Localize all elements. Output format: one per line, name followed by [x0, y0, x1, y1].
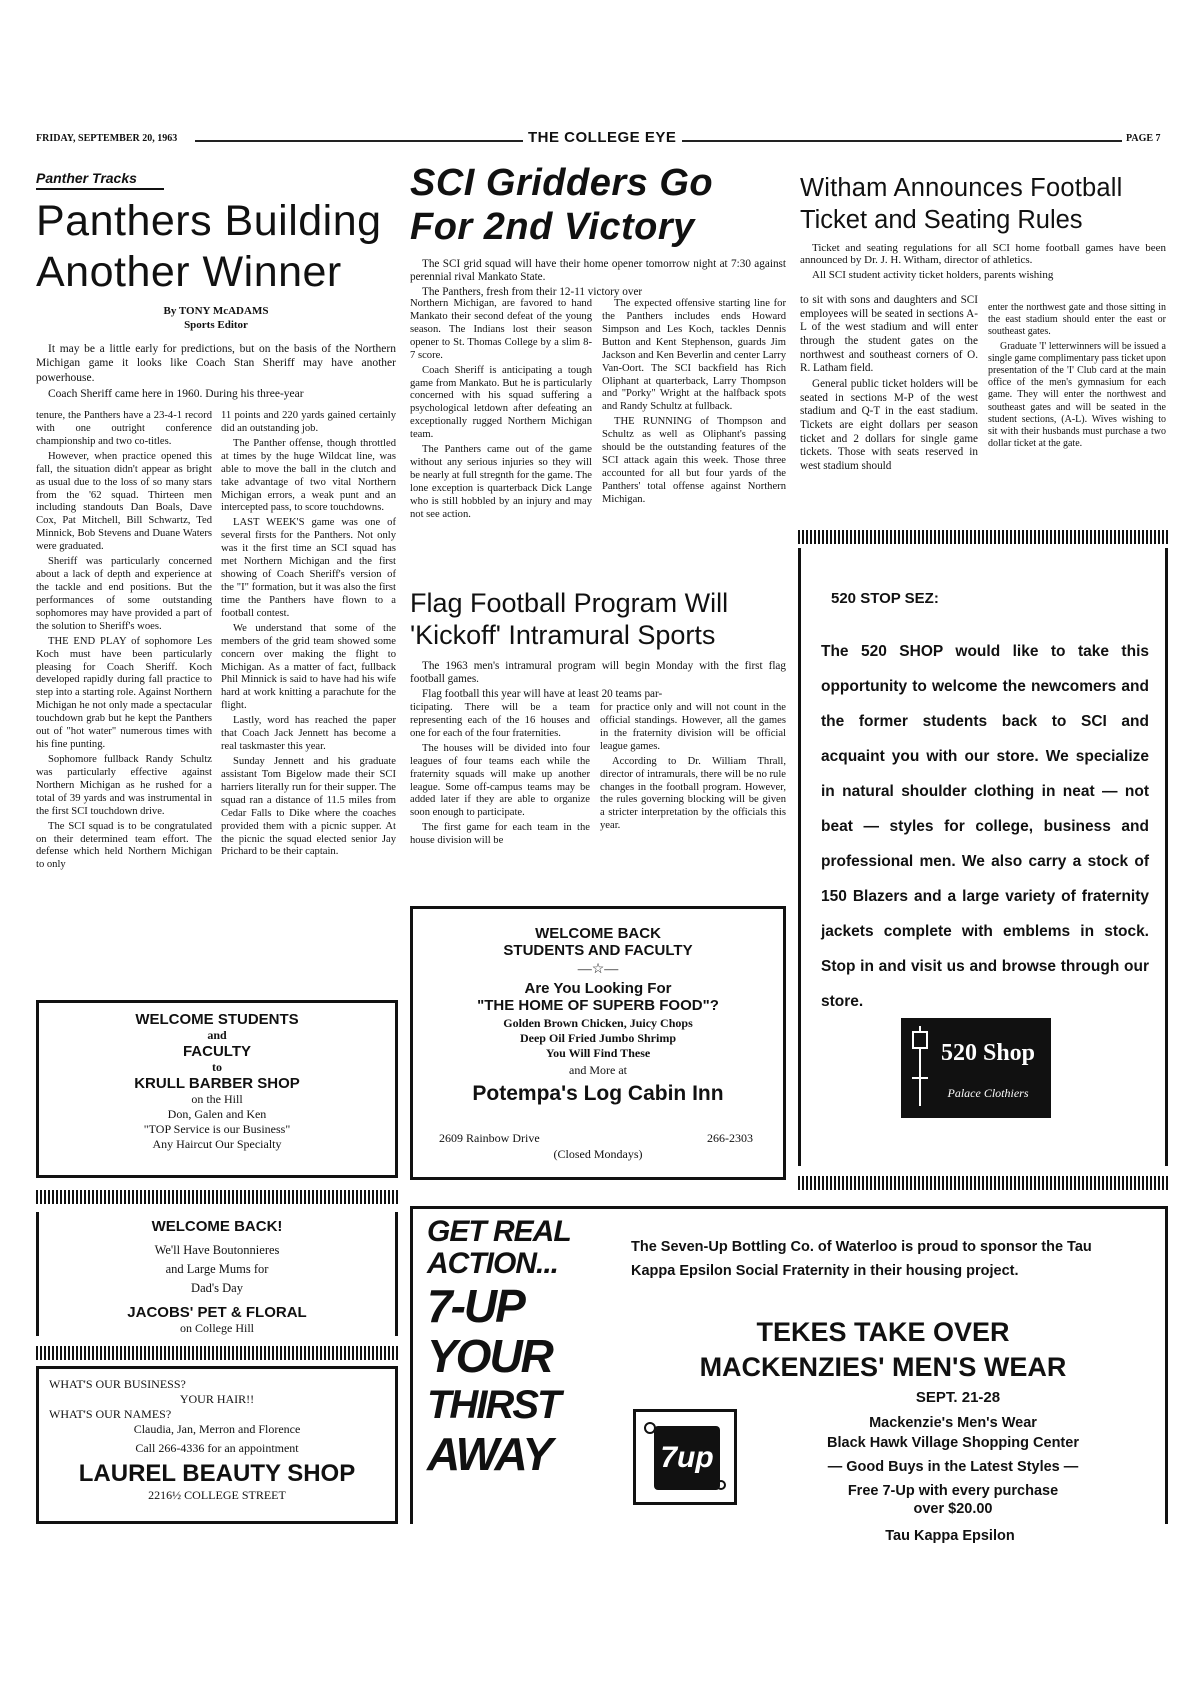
- slogan-line: YOUR: [427, 1330, 552, 1382]
- star-icon: —☆—: [577, 962, 619, 977]
- col3-lead-p2: All SCI student activity ticket holders, parents wishing: [812, 268, 1054, 281]
- masthead-page: PAGE 7: [1126, 133, 1161, 144]
- masthead-rule-right: [682, 140, 1122, 142]
- ad-jacobs-floral: [36, 1212, 398, 1336]
- laurel-question: WHAT'S OUR BUSINESS?: [49, 1377, 186, 1391]
- col1-left-text: [36, 410, 212, 874]
- laurel-names: Claudia, Jan, Merron and Florence: [133, 1422, 301, 1436]
- 7up-logo-text: 7up: [654, 1426, 720, 1490]
- paragraph: THE RUNNING of Thompson and Schultz as well as Oliphant's passing should be the outstanding features of the SCI attack again this week. Those three accounted for all but four yards of the Panthers' total offense against Northern Michigan.: [602, 416, 786, 505]
- col2-lead-p2: The Panthers, fresh from their 12-11 victory over: [422, 285, 643, 298]
- col3-lead: [800, 242, 1166, 283]
- kicker: Panther Tracks: [36, 170, 164, 190]
- krull-staff: Don, Galen and Ken: [167, 1107, 267, 1121]
- paragraph: Sunday Jennett and his graduate assistant Tom Bigelow made their SCI harriers literally run for their supper. The squad ran a distance of 11.5 miles from Cedar Falls to Dike where the coaches provided them with a picnic supper. At the picnic the squad elected senior Jay Prichard to be their captain.: [221, 755, 396, 858]
- 7up-center: Black Hawk Village Shopping Center: [827, 1435, 1079, 1451]
- 7up-buys: — Good Buys in the Latest Styles —: [827, 1459, 1079, 1475]
- slogan-line: 7-UP: [427, 1280, 524, 1332]
- 7up-headline-2: MACKENZIES' MEN'S WEAR: [699, 1352, 1067, 1382]
- flag-lead: [410, 660, 786, 703]
- potempa-phone: 266-2303: [707, 1131, 753, 1145]
- 7up-logo: [633, 1409, 737, 1505]
- krull-and: and: [207, 1028, 227, 1042]
- paragraph: Sheriff was particularly concerned about a lack of depth and experience at the tackle and end positions. But the performances of some outstanding sophomores may have provided a part of the solution to Sheriff's woes.: [36, 556, 212, 632]
- paragraph: for practice only and will not count in the official standings. However, all the games in the fraternity division will be official league games.: [600, 702, 786, 752]
- headline-gridders-2: For 2nd Victory: [410, 206, 695, 248]
- ad-laurel-beauty: [36, 1366, 398, 1524]
- paragraph: Northern Michigan, are favored to hand Mankato their second defeat of the young season. The Indians lost their season opener to St. Thomas College by a slim 8-7 score.: [410, 298, 592, 361]
- ad-520-shop: [798, 548, 1168, 1166]
- flag-right-text: [600, 702, 786, 835]
- potempa-address: 2609 Rainbow Drive: [439, 1131, 540, 1145]
- potempa-home: "THE HOME OF SUPERB FOOD"?: [477, 997, 719, 1014]
- potempa-closed: (Closed Mondays): [553, 1147, 643, 1161]
- ad-520-text: The 520 SHOP would like to take this opportunity to welcome the newcomers and the former students back to SCI and acquaint you with our store. We specialize in natural shoulder clothing in neat — not beat — styles for college, business and professional men. We also carry a stock of 150 Blazers and a large variety of fraternity jackets complete with emblems in stock. Stop in and visit us and browse through our store.: [821, 643, 1149, 1010]
- 7up-free: Free 7-Up with every purchase: [847, 1483, 1059, 1499]
- potempa-question: Are You Looking For: [524, 980, 672, 997]
- paragraph: ticipating. There will be a team representing each of the 16 houses and one for each of the four fraternities.: [410, 702, 590, 739]
- paragraph: The SCI squad is to be congratulated on their determined team effort. The defense which held Northern Michigan to only: [36, 820, 212, 871]
- lamp-icon: [909, 1026, 931, 1110]
- col1-lead-p1: It may be a little early for predictions, but on the basis of the Northern Michigan game it looks like Coach Stan Sheriff may have another powerhouse.: [36, 343, 396, 384]
- jacobs-location: on College Hill: [180, 1321, 254, 1335]
- col2-lead: [410, 258, 786, 301]
- paragraph: Lastly, word has reached the paper that Coach Jack Jennett has become a real taskmaster this year.: [221, 715, 396, 753]
- paragraph: General public ticket holders will be seated in sections M-P of the west stadium and Q-T in the east stadium. Tickets are eight dollars per season ticket and 2 dollars for single game tickets. Those with seats reserved in west stadium should: [800, 377, 978, 472]
- ad-520-logo-sub: Palace Clothiers: [947, 1086, 1029, 1100]
- masthead-rule-left: [195, 140, 523, 142]
- masthead-date: FRIDAY, SEPTEMBER 20, 1963: [36, 133, 178, 144]
- divider-stripe: [798, 530, 1168, 544]
- potempa-name: Potempa's Log Cabin Inn: [472, 1082, 724, 1105]
- divider-stripe: [36, 1346, 398, 1360]
- ad-potempa-log-cabin: [410, 906, 786, 1180]
- krull-to: to: [212, 1060, 222, 1074]
- paragraph: LAST WEEK'S game was one of several firsts for the Panthers. Not only was it the first time an SCI squad has met Northern Michigan and the first showing of Coach Sheriff's version of the "I" formation, but it was also the first time the Panthers have flown to a football contest.: [221, 517, 396, 619]
- headline-witham-1: Witham Announces Football: [800, 174, 1123, 202]
- flag-lead-p1: The 1963 men's intramural program will begin Monday with the first flag football games.: [410, 660, 786, 685]
- col2-lead-p1: The SCI grid squad will have their home opener tomorrow night at 7:30 against perennial rival Mankato State.: [410, 258, 786, 283]
- headline-flag-1: Flag Football Program Will: [410, 588, 729, 618]
- 7up-sponsor-text: The Seven-Up Bottling Co. of Waterloo is proud to sponsor the Tau Kappa Epsilon Social Fraternity in their housing project.: [631, 1239, 1092, 1279]
- headline-gridders-1: SCI Gridders Go: [410, 162, 714, 204]
- jacobs-line: Dad's Day: [191, 1281, 243, 1295]
- jacobs-line: We'll Have Boutonnieres: [154, 1243, 280, 1257]
- headline-witham-2: Ticket and Seating Rules: [800, 206, 1083, 234]
- krull-motto: "TOP Service is our Business": [143, 1122, 291, 1136]
- byline-role: Sports Editor: [184, 319, 248, 331]
- laurel-question: WHAT'S OUR NAMES?: [49, 1407, 172, 1421]
- paragraph: 11 points and 220 yards gained certainly did an outstanding job.: [221, 410, 396, 434]
- potempa-menu: You Will Find These: [545, 1046, 651, 1060]
- 7up-over: over $20.00: [913, 1501, 993, 1517]
- laurel-call: Call 266-4336 for an appointment: [135, 1441, 299, 1455]
- paragraph: to sit with sons and daughters and SCI employees will be seated in sections A-L of the west stadium and will enter through the student gates on the northwest and southeast corners of O. R. Latham field.: [800, 294, 978, 375]
- slogan-line: ACTION...: [427, 1247, 558, 1280]
- paragraph: Graduate 'I' letterwinners will be issued a single game complimentary pass ticket upon presentation of the 'I' Club card at the main office of the men's gymnasium for each game. They will enter the northwest and southeast gates and will be seated in the student sections, (A-L). Wives wishing to sit with their husbands must purchase a two dollar ticket at the gate.: [988, 340, 1167, 450]
- divider-stripe: [798, 1176, 1168, 1190]
- 7up-fraternity: Tau Kappa Epsilon: [885, 1528, 1015, 1544]
- paragraph: tenure, the Panthers have a 23-4-1 record with one outright conference championship and two co-titles.: [36, 410, 212, 447]
- ad-7up: [410, 1206, 1168, 1524]
- potempa-menu: Deep Oil Fried Jumbo Shrimp: [519, 1031, 676, 1045]
- col1-lead: [36, 342, 396, 404]
- 7up-slogan: [427, 1217, 577, 1479]
- 7up-dates: SEPT. 21-28: [915, 1389, 1001, 1406]
- jacobs-welcome: WELCOME BACK!: [151, 1218, 283, 1235]
- paragraph: We understand that some of the members of the grid team showed some concern over making the flight to Michigan. As a matter of fact, fullback Phil Minnick is said to have had his wife hard at work knitting a parachute for the flight.: [221, 622, 396, 712]
- krull-location: on the Hill: [191, 1092, 243, 1106]
- paragraph: THE END PLAY of sophomore Les Koch must have been particularly pleasing for Coach Sheriff. Koch developed rapidly during fall practice to step into a starting role. Against Northern Michigan he not only made a spectacular touchdown grab but he kept the Panthers out of "hot water" numerous times with his fine punting.: [36, 635, 212, 751]
- col1-lead-p2: Coach Sheriff came here in 1960. During his three-year: [48, 388, 304, 401]
- krull-shop-name: KRULL BARBER SHOP: [134, 1075, 300, 1092]
- ad-520-logo: [901, 1018, 1051, 1118]
- potempa-students: STUDENTS AND FACULTY: [503, 942, 693, 959]
- headline-flag-2: 'Kickoff' Intramural Sports: [410, 620, 716, 650]
- paragraph: The Panther offense, though throttled at times by the huge Wildcat line, was able to move the ball in the clutch and take advantage of two vital Northern Michigan errors, a weak punt and an intercepted pass, to score touchdowns.: [221, 437, 396, 514]
- ad-krull-barber: [36, 1000, 398, 1178]
- ad-520-logo-main: 520 Shop: [940, 1040, 1036, 1066]
- paragraph: Sophomore fullback Randy Schultz was particularly effective against Northern Michigan as he rushed for a total of 39 yards and was instrumental in the first SCI touchdown drive.: [36, 753, 212, 817]
- byline: By TONY McADAMS: [163, 305, 269, 317]
- paragraph: According to Dr. William Thrall, director of intramurals, there will be no rule changes in the football program. However, the rules governing blocking will be given a stricter interpretation by the officials this year.: [600, 755, 786, 832]
- jacobs-shop-name: JACOBS' PET & FLORAL: [127, 1304, 307, 1321]
- col3-lead-p1: Ticket and seating regulations for all SCI home football games have been announced by Dr. J. H. Witham, director of athletics.: [800, 242, 1166, 267]
- divider-stripe: [36, 1190, 398, 1204]
- col3-left-text: [800, 294, 978, 476]
- slogan-line: GET REAL: [427, 1215, 571, 1248]
- col2-right-text: [602, 298, 786, 509]
- flag-left-text: [410, 702, 590, 850]
- masthead-paper-name: THE COLLEGE EYE: [528, 129, 677, 146]
- col1-right-text: [221, 410, 396, 861]
- paragraph: The first game for each team in the house division will be: [410, 822, 590, 847]
- paragraph: The houses will be divided into four leagues of four teams each while the fraternity squads will make up another league. Some off-campus teams may be added later if they are able to organize soon enough to participate.: [410, 742, 590, 819]
- laurel-shop-name: LAUREL BEAUTY SHOP: [78, 1460, 356, 1487]
- paragraph: The Panthers came out of the game without any serious injuries so they will be nearly at full stregnth for the game. The lone exception is quarterback Dick Lange who is still hobbled by an injury and may not see action.: [410, 444, 592, 520]
- laurel-answer: YOUR HAIR!!: [179, 1392, 255, 1406]
- krull-faculty: FACULTY: [182, 1043, 252, 1060]
- col2-left-text: [410, 298, 592, 524]
- flag-lead-p2: Flag football this year will have at least 20 teams par-: [422, 687, 663, 700]
- slogan-line: AWAY: [427, 1428, 552, 1480]
- potempa-more: and More at: [569, 1063, 627, 1077]
- paragraph: Coach Sheriff is anticipating a tough game from Mankato. But he is particularly concerned with his squad suffering a psychological letdown after defeating an exceptionally rugged Northern Michigan team.: [410, 364, 592, 441]
- paragraph: enter the northwest gate and those sitting in the east stadium should enter the east or southeast gates.: [988, 302, 1166, 338]
- laurel-address: 2216½ COLLEGE STREET: [148, 1488, 286, 1502]
- paragraph: However, when practice opened this fall, the situation didn't appear as bright as usual due to the loss of so many stars from the '62 squad. Thirteen men including standouts Dan Boals, Dave Cox, Pat Mitchell, Bill Schwartz, Ted Minnick, Bob Stevens and Duane Waters were graduated.: [36, 450, 212, 553]
- ad-520-title: 520 STOP SEZ:: [831, 590, 939, 607]
- 7up-headline-1: TEKES TAKE OVER: [756, 1317, 1010, 1347]
- potempa-menu: Golden Brown Chicken, Juicy Chops: [503, 1016, 693, 1030]
- jacobs-line: and Large Mums for: [165, 1262, 269, 1276]
- paragraph: The expected offensive starting line for the Panthers includes ends Howard Simpson and Les Koch, tackles Dennis Button and Kent Stephenson, guards Jim Jackson and Ken Beverlin and center Larry Van-Oort. The SCI backfield has Rich Oliphant at quarterback, Larry Thompson and "Porky" Wright at the halfback spots and Randy Schultz at fullback.: [602, 298, 786, 413]
- slogan-line: THIRST: [427, 1383, 560, 1427]
- col3-right-text: [988, 302, 1166, 452]
- krull-welcome: WELCOME STUDENTS: [135, 1011, 299, 1028]
- potempa-welcome: WELCOME BACK: [535, 925, 661, 942]
- krull-specialty: Any Haircut Our Specialty: [152, 1137, 282, 1151]
- headline-panthers: Panthers Building Another Winner: [36, 197, 382, 296]
- 7up-store: Mackenzie's Men's Wear: [869, 1415, 1037, 1431]
